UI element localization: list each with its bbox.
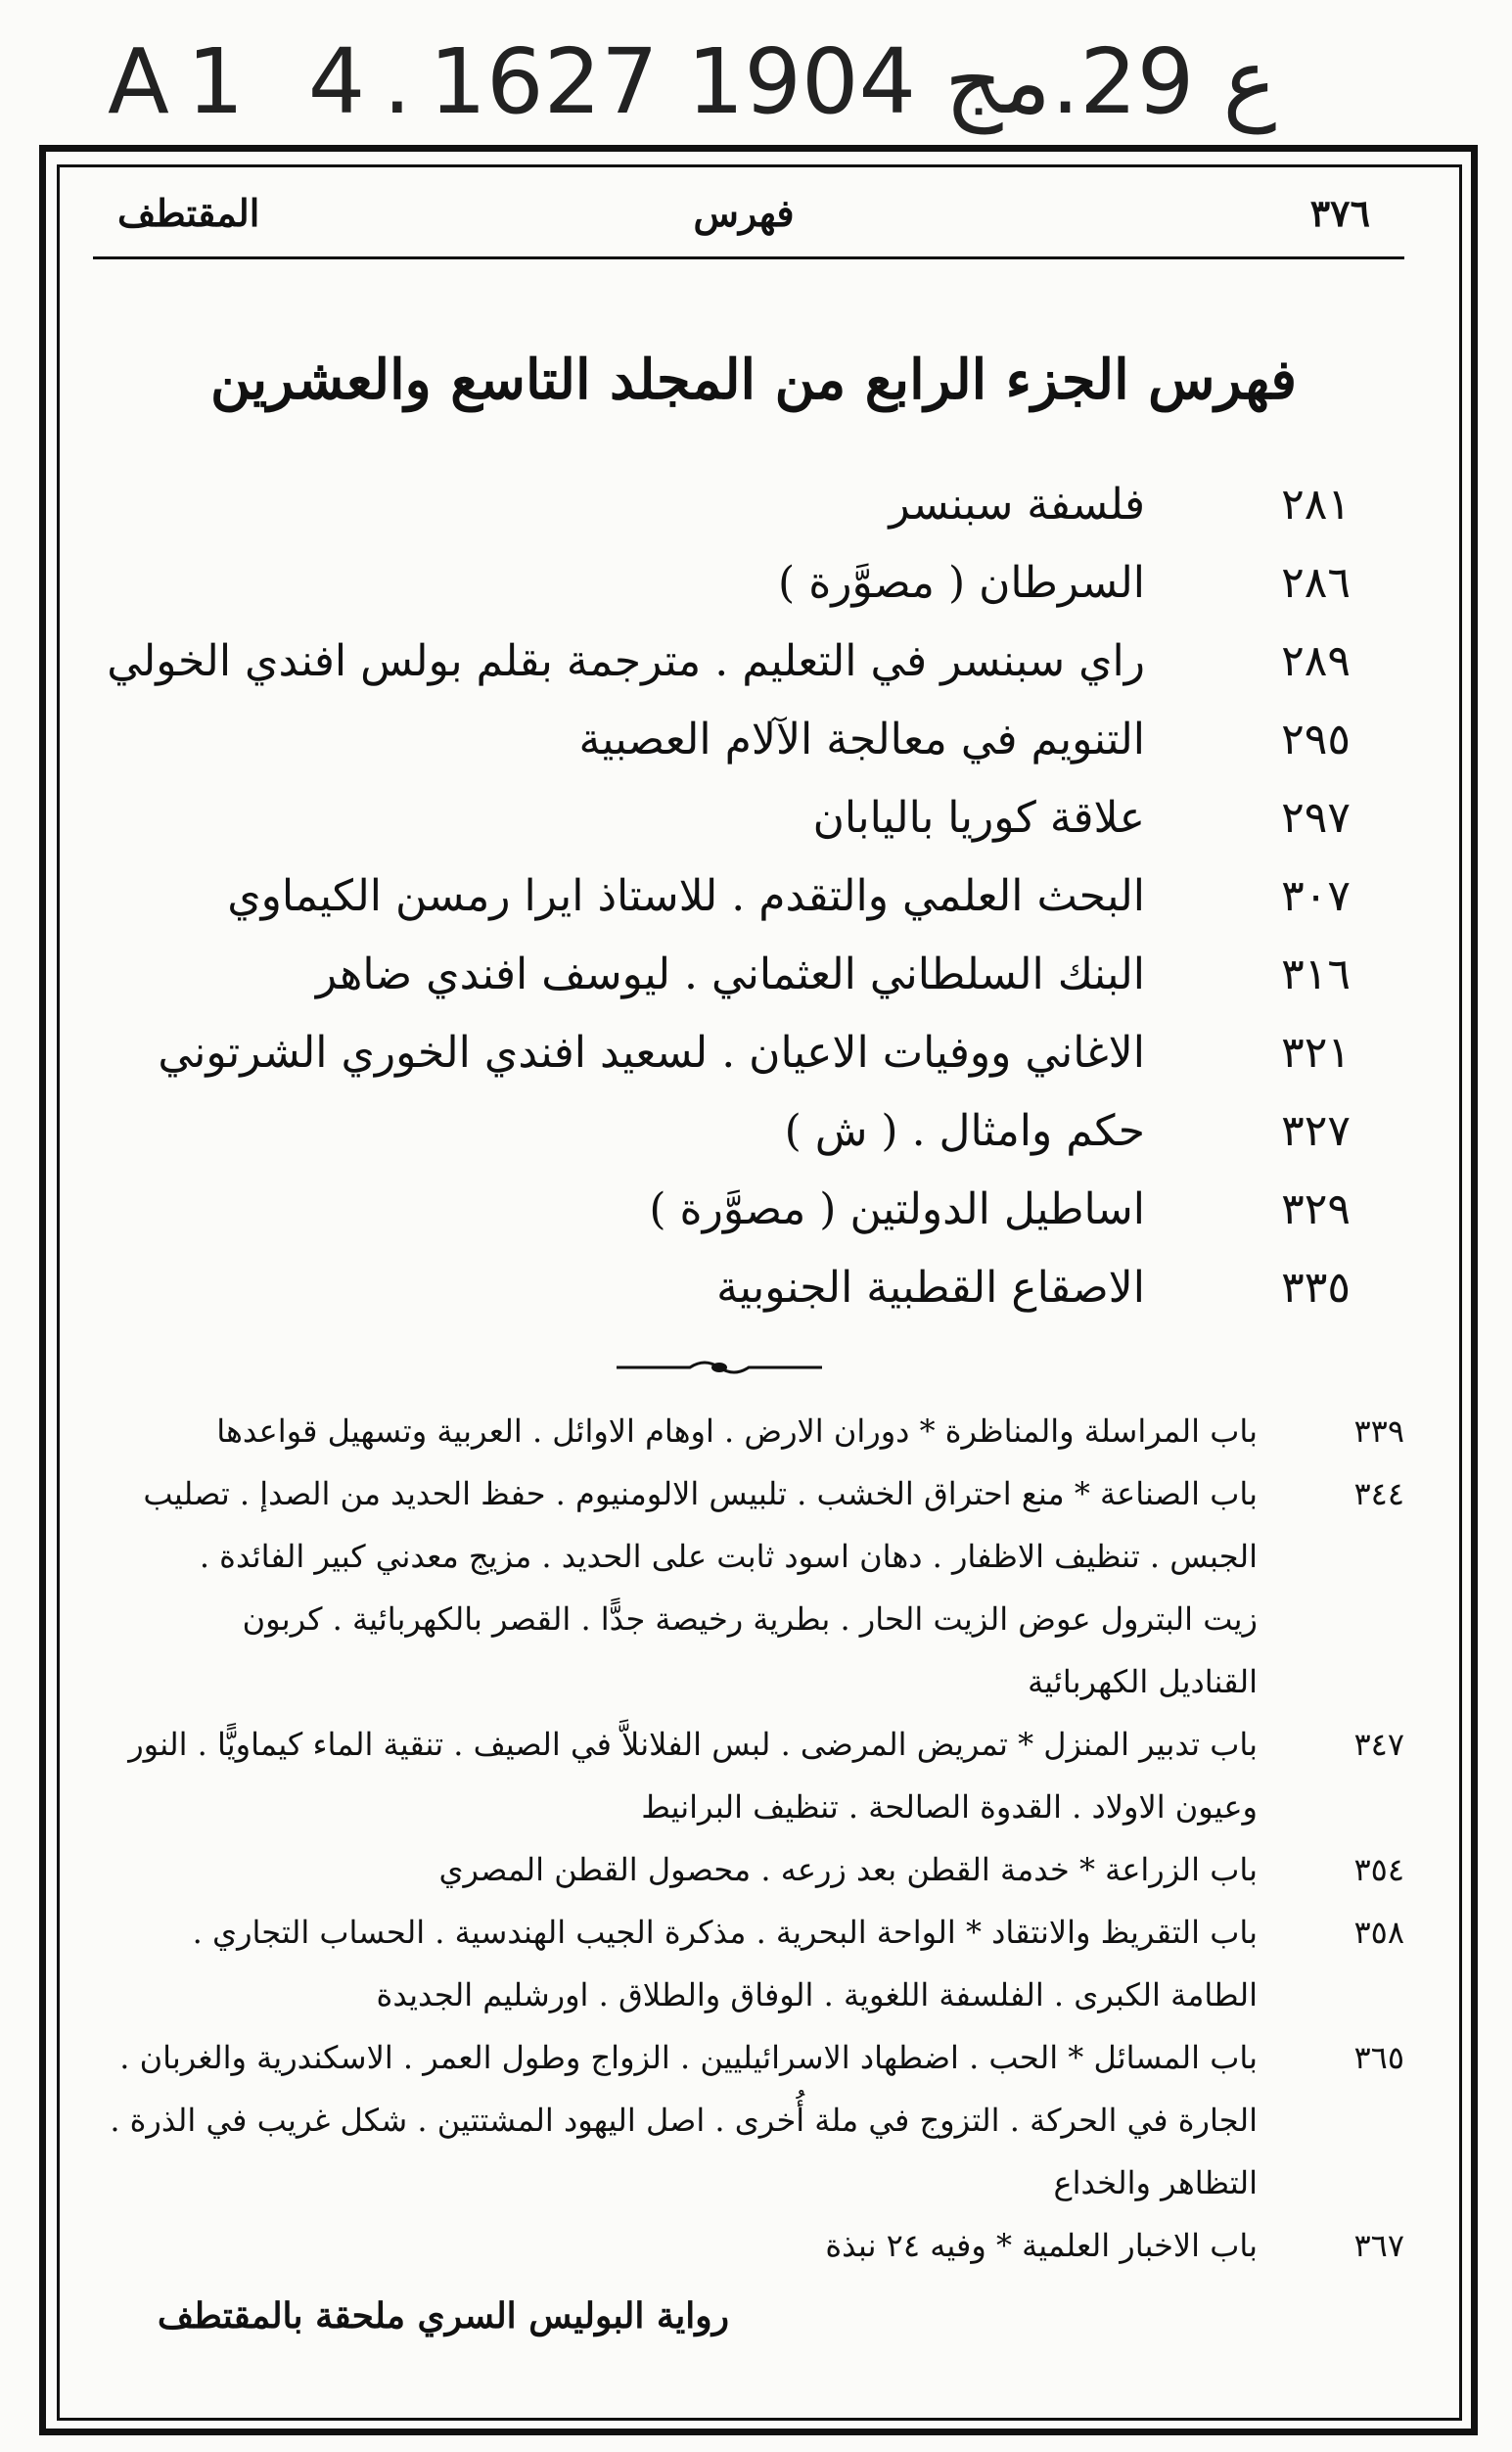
department-contents bbox=[93, 1838, 1258, 1901]
department-entry bbox=[93, 2026, 1404, 2214]
supplement-note: رواية البوليس السري ملحقة بالمقتطف bbox=[157, 2295, 729, 2336]
department-page-number: ٣٤٧ bbox=[1353, 1726, 1404, 1763]
department-page-number: ٣٦٥ bbox=[1353, 2039, 1404, 2076]
department-line: وعيون الاولاد . القدوة الصالحة . تنظيف البرانيط bbox=[641, 1788, 1258, 1826]
toc-entry bbox=[107, 636, 1351, 715]
handwritten-archive-note: A1 4.ع 29.مج 1904 1627 bbox=[108, 29, 1277, 134]
department-contents bbox=[93, 1400, 1258, 1462]
toc-page-number: ٣٣٥ bbox=[1281, 1263, 1351, 1313]
department-line: باب التقريظ والانتقاد * الواحة البحرية . مذكرة الجيب الهندسية . الحساب التجاري . bbox=[192, 1914, 1258, 1951]
department-page-number: ٣٣٩ bbox=[1353, 1412, 1404, 1450]
toc-page-number: ٣٢٧ bbox=[1281, 1106, 1351, 1156]
department-line: الجبس . تنظيف الاظفار . دهان اسود ثابت على الحديد . مزيج معدني كبير الفائدة . bbox=[199, 1538, 1258, 1575]
section-title: فهرس bbox=[693, 191, 795, 235]
toc-article-title: الاغاني ووفيات الاعيان . لسعيد افندي الخوري الشرتوني bbox=[158, 1028, 1145, 1078]
department-page-number: ٣٥٨ bbox=[1353, 1914, 1404, 1951]
toc-article-title: علاقة كوريا باليابان bbox=[812, 793, 1145, 843]
toc-page-number: ٢٩٥ bbox=[1281, 715, 1351, 764]
toc-page-number: ٢٨٦ bbox=[1281, 558, 1351, 608]
toc-article-title: الاصقاع القطبية الجنوبية bbox=[716, 1263, 1145, 1313]
magazine-name: المقتطف bbox=[117, 191, 260, 235]
toc-article-title: السرطان ( مصوَّرة ) bbox=[778, 558, 1145, 608]
department-contents bbox=[93, 1901, 1258, 2026]
department-line: باب الاخبار العلمية * وفيه ٢٤ نبذة bbox=[825, 2227, 1258, 2264]
department-line: التظاهر والخداع bbox=[1053, 2164, 1258, 2201]
department-contents bbox=[93, 1713, 1258, 1838]
toc-entry bbox=[176, 1106, 1351, 1184]
toc-article-title: اساطيل الدولتين ( مصوَّرة ) bbox=[649, 1184, 1145, 1234]
department-line: باب الصناعة * منع احتراق الخشب . تلبيس الالومنيوم . حفظ الحديد من الصدإ . تصليب bbox=[143, 1475, 1258, 1512]
toc-article-title: راي سبنسر في التعليم . مترجمة بقلم بولس افندي الخولي bbox=[107, 636, 1145, 686]
department-contents bbox=[93, 1462, 1258, 1713]
department-line: زيت البترول عوض الزيت الحار . بطرية رخيصة جدًّا . القصر بالكهربائية . كربون bbox=[242, 1600, 1258, 1638]
department-line: باب الزراعة * خدمة القطن بعد زرعه . محصول القطن المصري bbox=[438, 1851, 1258, 1888]
department-page-number: ٣٦٧ bbox=[1353, 2227, 1404, 2264]
toc-page-number: ٣٢٩ bbox=[1281, 1184, 1351, 1234]
toc-article-title: حكم وامثال . ( ش ) bbox=[784, 1106, 1145, 1156]
toc-article-title: البنك السلطاني العثماني . ليوسف افندي ضاهر bbox=[315, 949, 1145, 999]
department-contents bbox=[93, 2026, 1258, 2214]
department-entry bbox=[93, 1901, 1404, 2026]
page-header bbox=[98, 191, 1390, 250]
page-number: ٣٧٦ bbox=[1309, 191, 1370, 235]
department-line: القناديل الكهربائية bbox=[1028, 1663, 1258, 1700]
toc-entry bbox=[176, 1184, 1351, 1263]
department-line: باب المراسلة والمناظرة * دوران الارض . اوهام الاوائل . العربية وتسهيل قواعدها bbox=[216, 1412, 1258, 1450]
toc-entry bbox=[176, 480, 1351, 558]
department-entry bbox=[93, 2214, 1404, 2277]
department-line: باب تدبير المنزل * تمريض المرضى . لبس الفلانلاَّ في الصيف . تنقية الماء كيماويًّا . النور bbox=[128, 1726, 1258, 1763]
department-line: باب المسائل * الحب . اضطهاد الاسرائيليين . الزواج وطول العمر . الاسكندرية والغربان . bbox=[119, 2039, 1258, 2076]
toc-entry bbox=[176, 558, 1351, 636]
header-rule bbox=[93, 256, 1404, 259]
toc-entry bbox=[176, 1263, 1351, 1341]
toc-page-number: ٢٨٩ bbox=[1281, 636, 1351, 686]
department-page-number: ٣٤٤ bbox=[1353, 1475, 1404, 1512]
department-entry bbox=[93, 1838, 1404, 1901]
ornament-divider bbox=[612, 1353, 827, 1382]
departments-list bbox=[93, 1400, 1404, 2277]
department-line: الجارة في الحركة . التزوج في ملة أُخرى . اصل اليهود المشتتين . شكل غريب في الذرة . bbox=[110, 2102, 1258, 2139]
toc-entry bbox=[176, 793, 1351, 871]
toc-entry bbox=[176, 871, 1351, 949]
toc-page-number: ٣١٦ bbox=[1281, 949, 1351, 999]
toc-page-number: ٢٨١ bbox=[1281, 480, 1351, 530]
department-entry bbox=[93, 1462, 1404, 1713]
department-line: الطامة الكبرى . الفلسفة اللغوية . الوفاق والطلاق . اورشليم الجديدة bbox=[376, 1976, 1258, 2013]
toc-page-number: ٣٢١ bbox=[1281, 1028, 1351, 1078]
department-entry bbox=[93, 1713, 1404, 1838]
toc-page-number: ٣٠٧ bbox=[1281, 871, 1351, 921]
toc-article-title: التنويم في معالجة الآلام العصبية bbox=[578, 715, 1145, 764]
toc-entry bbox=[158, 1028, 1351, 1106]
department-page-number: ٣٥٤ bbox=[1353, 1851, 1404, 1888]
toc-page-number: ٢٩٧ bbox=[1281, 793, 1351, 843]
department-contents bbox=[93, 2214, 1258, 2277]
department-entry bbox=[93, 1400, 1404, 1462]
toc-entry bbox=[176, 715, 1351, 793]
toc-article-title: البحث العلمي والتقدم . للاستاذ ايرا رمسن الكيماوي bbox=[227, 871, 1145, 921]
main-contents-list bbox=[107, 480, 1351, 1341]
toc-article-title: فلسفة سبنسر bbox=[889, 480, 1145, 530]
toc-entry bbox=[176, 949, 1351, 1028]
index-title: فهرس الجزء الرابع من المجلد التاسع والعشرين bbox=[209, 347, 1298, 412]
